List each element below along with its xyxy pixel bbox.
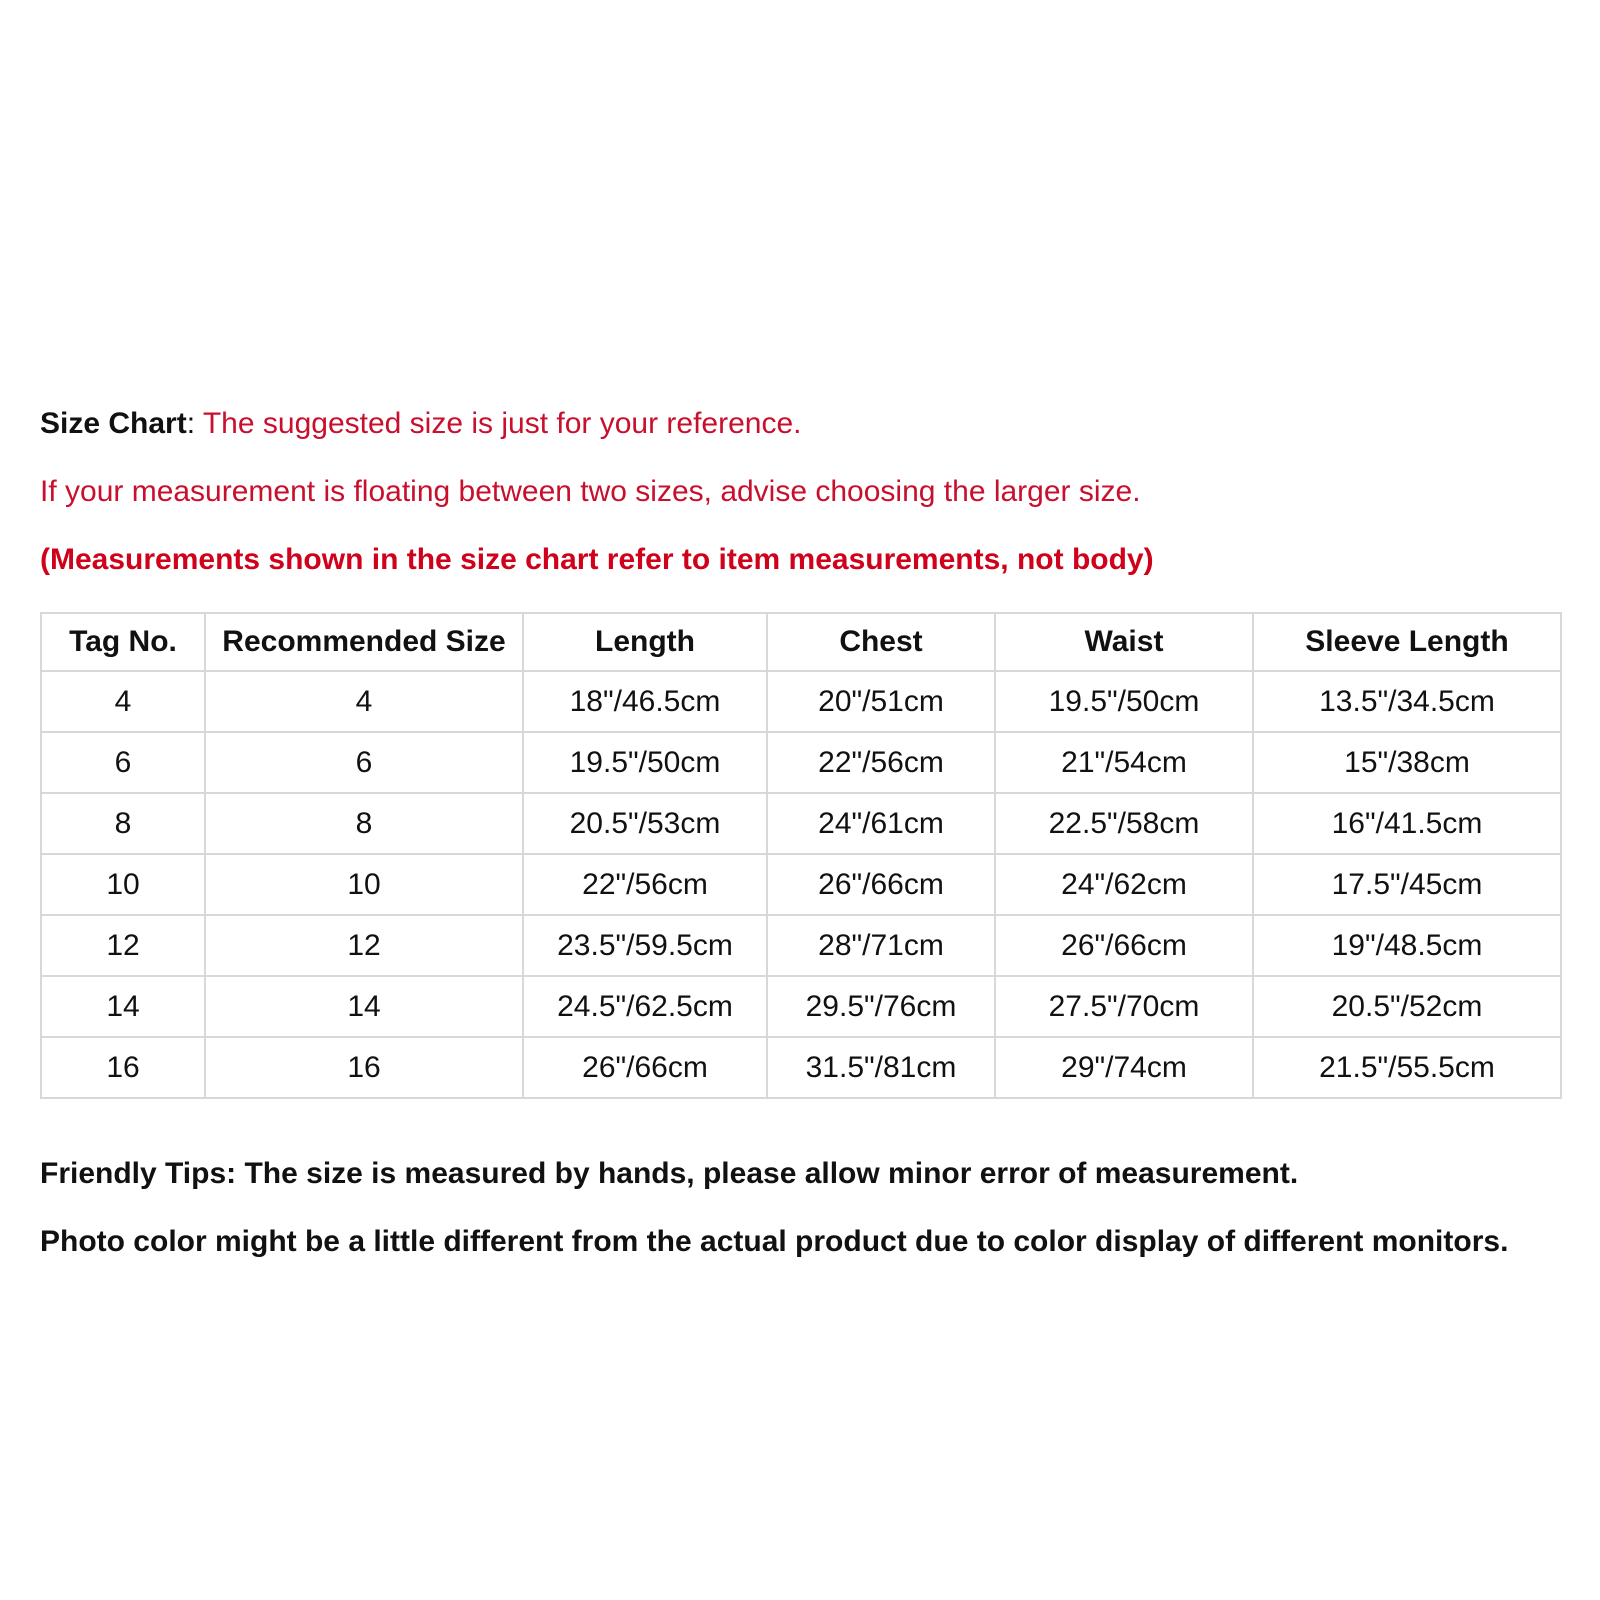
- tag-no-cell: 10: [41, 854, 205, 915]
- chest-cell: 31.5"/81cm: [767, 1037, 995, 1098]
- length-cell: 20.5"/53cm: [523, 793, 767, 854]
- recommended-size-cell: 14: [205, 976, 523, 1037]
- length-cell: 26"/66cm: [523, 1037, 767, 1098]
- tag-no-cell: 4: [41, 671, 205, 732]
- sleeve-length-cell: 13.5"/34.5cm: [1253, 671, 1561, 732]
- header-chest: Chest: [767, 613, 995, 671]
- header-sleeve-length: Sleeve Length: [1253, 613, 1561, 671]
- friendly-tips: Friendly Tips: The size is measured by hands, please allow minor error of measurement.: [40, 1157, 1299, 1190]
- sleeve-length-cell: 21.5"/55.5cm: [1253, 1037, 1561, 1098]
- chest-cell: 26"/66cm: [767, 854, 995, 915]
- size-chart-intro: [40, 406, 801, 442]
- sleeve-length-cell: 19"/48.5cm: [1253, 915, 1561, 976]
- recommended-size-cell: 8: [205, 793, 523, 854]
- chest-cell: 22"/56cm: [767, 732, 995, 793]
- header-tag-no: Tag No.: [41, 613, 205, 671]
- table-row: [41, 732, 1561, 793]
- chest-cell: 29.5"/76cm: [767, 976, 995, 1037]
- size-chart-label: Size Chart: [40, 407, 187, 440]
- table-row: [41, 671, 1561, 732]
- table-header-row: [41, 613, 1561, 671]
- chest-cell: 28"/71cm: [767, 915, 995, 976]
- waist-cell: 21"/54cm: [995, 732, 1253, 793]
- waist-cell: 27.5"/70cm: [995, 976, 1253, 1037]
- sleeve-length-cell: 16"/41.5cm: [1253, 793, 1561, 854]
- sleeve-length-cell: 20.5"/52cm: [1253, 976, 1561, 1037]
- length-cell: 24.5"/62.5cm: [523, 976, 767, 1037]
- length-cell: 18"/46.5cm: [523, 671, 767, 732]
- tag-no-cell: 12: [41, 915, 205, 976]
- size-chart-colon: :: [186, 407, 196, 440]
- table-row: [41, 854, 1561, 915]
- photo-color-note: Photo color might be a little different from the actual product due to color display of different monitors.: [40, 1225, 1509, 1258]
- sleeve-length-cell: 17.5"/45cm: [1253, 854, 1561, 915]
- tag-no-cell: 14: [41, 976, 205, 1037]
- sleeve-length-cell: 15"/38cm: [1253, 732, 1561, 793]
- waist-cell: 22.5"/58cm: [995, 793, 1253, 854]
- item-measurement-note: (Measurements shown in the size chart refer to item measurements, not body): [40, 543, 1154, 576]
- length-cell: 23.5"/59.5cm: [523, 915, 767, 976]
- table-row: [41, 1037, 1561, 1098]
- table-row: [41, 976, 1561, 1037]
- tag-no-cell: 8: [41, 793, 205, 854]
- tag-no-cell: 6: [41, 732, 205, 793]
- size-chart-reference-note: The suggested size is just for your reference.: [195, 407, 802, 440]
- size-table: [40, 612, 1562, 1099]
- recommended-size-cell: 10: [205, 854, 523, 915]
- header-recommended-size: Recommended Size: [205, 613, 523, 671]
- recommended-size-cell: 12: [205, 915, 523, 976]
- waist-cell: 26"/66cm: [995, 915, 1253, 976]
- recommended-size-cell: 4: [205, 671, 523, 732]
- floating-size-advice: If your measurement is floating between two sizes, advise choosing the larger size.: [40, 475, 1141, 508]
- waist-cell: 24"/62cm: [995, 854, 1253, 915]
- recommended-size-cell: 16: [205, 1037, 523, 1098]
- tag-no-cell: 16: [41, 1037, 205, 1098]
- waist-cell: 19.5"/50cm: [995, 671, 1253, 732]
- chest-cell: 24"/61cm: [767, 793, 995, 854]
- header-length: Length: [523, 613, 767, 671]
- length-cell: 22"/56cm: [523, 854, 767, 915]
- header-waist: Waist: [995, 613, 1253, 671]
- chest-cell: 20"/51cm: [767, 671, 995, 732]
- length-cell: 19.5"/50cm: [523, 732, 767, 793]
- waist-cell: 29"/74cm: [995, 1037, 1253, 1098]
- table-row: [41, 793, 1561, 854]
- recommended-size-cell: 6: [205, 732, 523, 793]
- table-row: [41, 915, 1561, 976]
